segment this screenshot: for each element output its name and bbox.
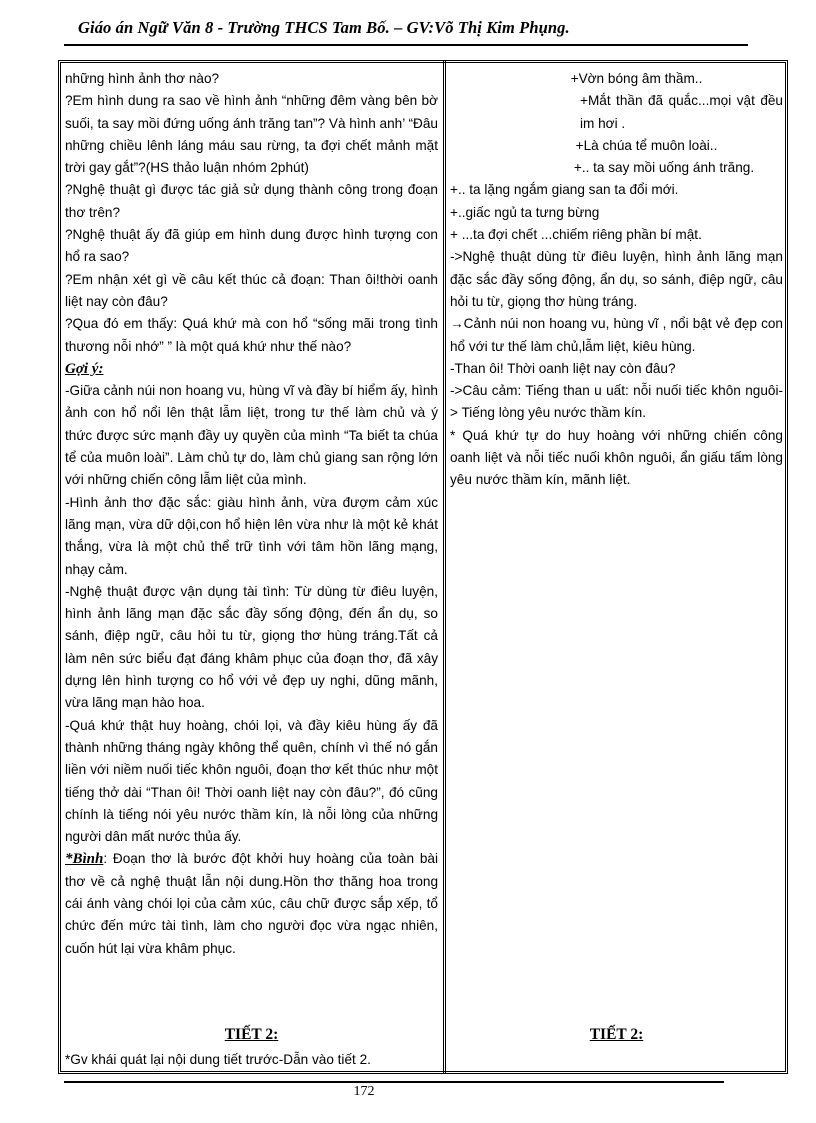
binh-paragraph [65, 848, 438, 959]
answer-line: ->Nghệ thuật dùng từ điêu luyện, hình ảnh lãng mạn đặc sắc đầy sống động, ẩn dụ, so sánh, điệp ngữ, câu hỏi tu từ, giọng thơ hùng tráng. [450, 249, 783, 309]
suggestion-text: -Nghệ thuật được vận dụng tài tình: Từ dùng từ điêu luyện, hình ảnh lãng mạn đặc sắc đầy sống động, đến ẩn dụ, so sánh, điệp ngữ, câu hỏi tu từ, giọng thơ hùng tráng.Tất cả làm nên sức biểu đạt đáng khâm phục của đoạn thơ, đã xây dựng lên hình tượng co hổ với vẻ đẹp uy nghi, dũng mãnh, vừa lãng mạn hào hoa. [65, 583, 438, 711]
answer-line: +Vờn bóng âm thầm.. [570, 71, 703, 86]
tiet-heading-left: TIẾT 2: [224, 1026, 279, 1043]
goi-y-heading [65, 358, 438, 380]
answer-line: +.. ta lặng ngắm giang san ta đổi mới. [450, 182, 679, 198]
suggestion-text: -Quá khứ thật huy hoàng, chói lọi, và đầy kiêu hùng ấy đã thành những tháng ngày không thể quên, chính vì thế nó gắn liền với niềm nuối tiếc khôn nguôi, đoạn thơ kết thúc như một tiếng thở dài “Than ôi! Thời oanh liệt nay còn đâu?”, đó cũng chính là tiếng nói yêu nước thầm kín, là nỗi lòng của những người dân mất nước thủa ấy. [65, 717, 438, 845]
suggestion-text: -Giữa cảnh núi non hoang vu, hùng vĩ và đầy bí hiểm ấy, hình ảnh con hổ nổi lên thật lẫm liệt, trong tư thế làm chủ và ý thức được sức mạnh đầy uy quyền của mình “Ta biết ta chúa tể của muôn loài”. Làm chủ tự do, làm chủ giang san rộng lớn với những chiến công lẫm liệt của mình. [65, 383, 438, 488]
answer-line: -Than ôi! Thời oanh liệt nay còn đâu? [450, 360, 676, 376]
tiet-heading-right: TIẾT 2: [589, 1026, 644, 1043]
page-number: 172 [353, 1084, 375, 1099]
answer-line: ->Câu cảm: Tiếng than u uất: nỗi nuối tiếc khôn nguôi-> Tiếng lòng yêu nước thầm kín. [450, 383, 783, 421]
answer-line: +.. ta say mồi uống ánh trăng. [573, 160, 755, 176]
answer-line: * Quá khứ tự do huy hoàng với những chiến công oanh liệt và nỗi tiếc nuối khôn nguôi, ẩn giấu tấm lòng yêu nước thầm kín, mãnh liệt. [450, 427, 783, 488]
answer-line: + ...ta đợi chết ...chiếm riêng phần bí mật. [450, 227, 702, 243]
suggestion-text: -Hình ảnh thơ đặc sắc: giàu hình ảnh, vừa đượm cảm xúc lãng mạn, vừa dữ dội,con hổ hiện lên vừa như là một kẻ khát thắng, vừa là một chủ thể trữ tình với tâm hồn lãng mạng, nhạy cảm. [65, 494, 438, 577]
answer-line: +Là chúa tể muôn loài.. [575, 137, 718, 153]
binh-text: : Đoạn thơ là bước đột khởi huy hoàng của toàn bài thơ về cả nghệ thuật lẫn nội dung.Hồn thơ thăng hoa trong cái ánh vàng chói lọi của cảm xúc, câu chữ được sắp xếp, tổ chức đến mức tài tình, làm cho người đọc vừa ngạc nhiên, cuốn hút lại vừa khâm phục. [65, 851, 438, 956]
column-divider [443, 60, 446, 1074]
question-text: ?Em hình dung ra sao về hình ảnh “những đêm vàng bên bờ suối, ta say mồi đứng uống ánh trăng tan”? Và hình anh’ “Đâu những chiều lênh láng máu sau rừng, ta đợi chết mảnh mặt trời gay gắt”?(HS thảo luận nhóm 2phút) [65, 93, 438, 176]
question-text: ?Em nhận xét gì về câu kết thúc cả đoạn: Than ôi!thời oanh liệt nay còn đâu? [65, 271, 438, 309]
question-text: ?Qua đó em thấy: Quá khứ mà con hổ “sống mãi trong tình thương nỗi nhớ” ” là một quá khứ như thế nào? [65, 316, 438, 354]
answer-line: →Cảnh núi non hoang vu, hùng vĩ , nổi bật vẻ đẹp con hổ với tư thế làm chủ,lẫm liệt, kiêu hùng. [450, 316, 783, 354]
question-text: ?Nghệ thuật ấy đã giúp em hình dung được hình tượng con hổ ra sao? [65, 227, 438, 265]
left-column [65, 68, 438, 960]
header-rule [64, 44, 748, 46]
right-column [450, 68, 783, 492]
binh-label: *Bình [65, 851, 104, 868]
question-text: những hình ảnh thơ nào? [65, 71, 220, 86]
answer-line: +Mắt thần đã quắc...mọi vật đều im hơi . [580, 93, 783, 131]
document-header: Giáo án Ngữ Văn 8 - Trường THCS Tam Bố. – GV:Võ Thị Kim Phụng. [78, 18, 570, 37]
answer-line: +..giấc ngủ ta tưng bừng [450, 204, 600, 220]
footer-rule [64, 1081, 724, 1083]
goi-y-label: Gợi ý: [65, 360, 104, 377]
question-text: ?Nghệ thuật gì được tác giả sử dụng thành công trong đoạn thơ trên? [65, 182, 438, 220]
intro-line: *Gv khái quát lại nội dung tiết trước-Dẫn vào tiết 2. [65, 1052, 371, 1067]
